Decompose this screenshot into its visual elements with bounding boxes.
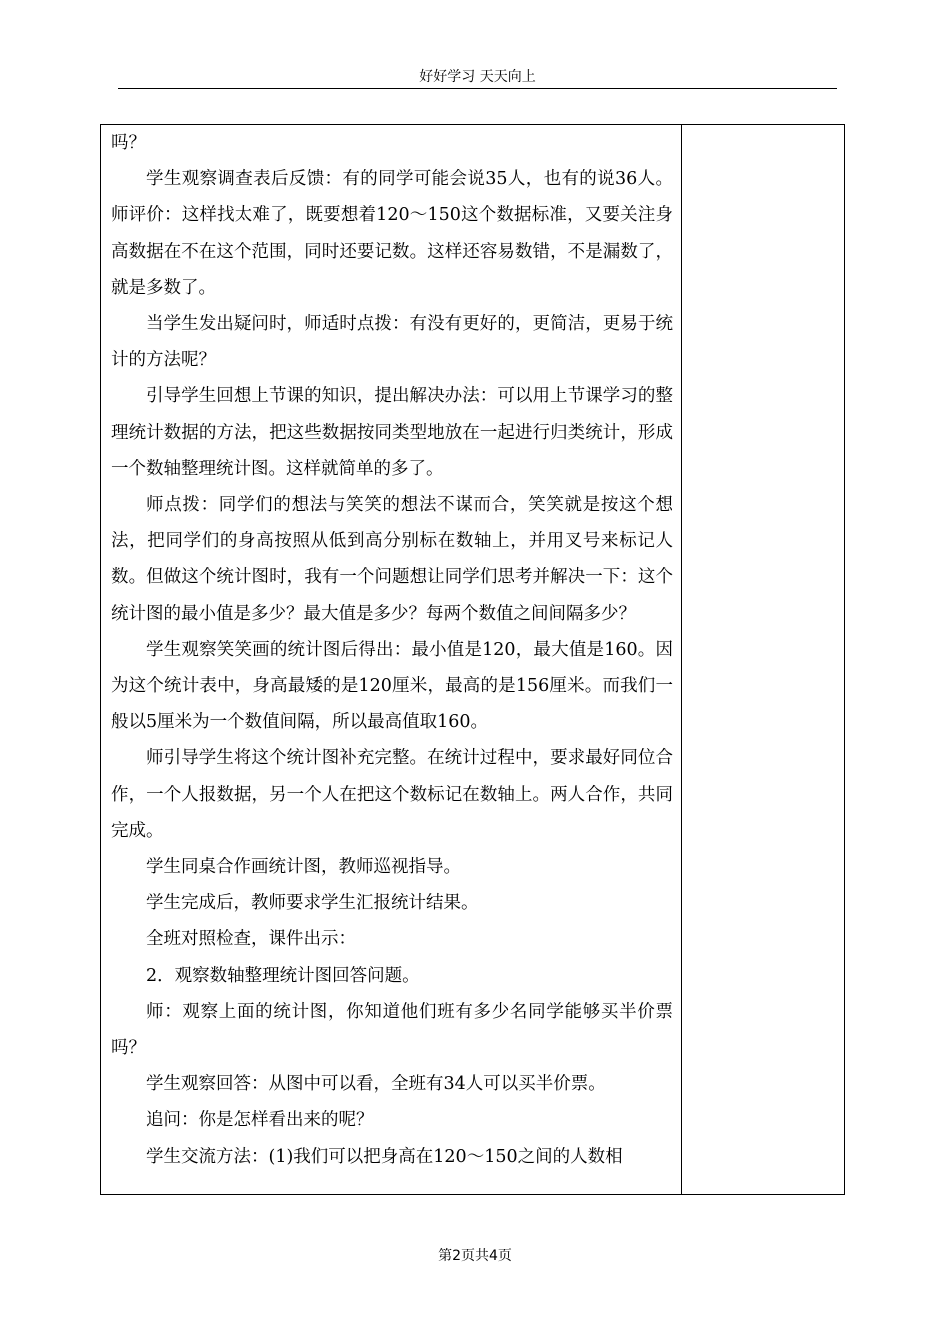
- paragraph: 学生完成后，教师要求学生汇报统计结果。: [146, 893, 479, 914]
- paragraph: 学生同桌合作画统计图，教师巡视指导。: [146, 857, 461, 878]
- paragraph: 追问：你是怎样看出来的呢？: [146, 1110, 374, 1131]
- paragraph: 师：观察上面的统计图，你知道他们班有多少名同学能够买半价票吗？: [111, 1001, 673, 1059]
- paragraph: 学生观察回答：从图中可以看，全班有34人可以买半价票。: [146, 1074, 606, 1095]
- paragraph: 吗？: [111, 133, 146, 153]
- paragraph: 引导学生回想上节课的知识，提出解决办法：可以用上节课学习的整理统计数据的方法，把这些数据按同类型地放在一起进行归类统计，形成一个数轴整理统计图。这样就简单的多了。: [111, 386, 673, 479]
- paragraph: 全班对照检查，课件出示：: [146, 929, 356, 950]
- paragraph: 学生观察调查表后反馈：有的同学可能会说35人，也有的说36人。师评价：这样找太难了，既要想着120～150这个数据标准，又要关注身高数据在不在这个范围，同时还要记数。这样还容易数错，不是漏数了，就是多数了。: [111, 169, 673, 298]
- paragraph: 当学生发出疑问时，师适时点拨：有没有更好的，更简洁，更易于统计的方法呢？: [111, 314, 673, 371]
- notes-cell: [682, 125, 844, 1194]
- lesson-content-cell: [111, 125, 673, 1194]
- paragraph: 学生交流方法：(1)我们可以把身高在120～150之间的人数相: [146, 1146, 623, 1167]
- paragraph: 2．观察数轴整理统计图回答问题。: [146, 965, 420, 986]
- paragraph: 师点拨：同学们的想法与笑笑的想法不谋而合，笑笑就是按这个想法，把同学们的身高按照从低到高分别标在数轴上，并用叉号来标记人数。但做这个统计图时，我有一个问题想让同学们思考并解决一下：这个统计图的最小值是多少？最大值是多少？每两个数值之间间隔多少？: [111, 495, 673, 624]
- lesson-table: [100, 124, 845, 1195]
- paragraph: 师引导学生将这个统计图补充完整。在统计过程中，要求最好同位合作，一个人报数据，另一个人在把这个数标记在数轴上。两人合作，共同完成。: [111, 748, 673, 841]
- page-header: 好好学习 天天向上: [118, 66, 837, 89]
- page-number: 第2页共4页: [438, 1248, 512, 1264]
- paragraph: 学生观察笑笑画的统计图后得出：最小值是120，最大值是160。因为这个统计表中，身高最矮的是120厘米，最高的是156厘米。而我们一般以5厘米为一个数值间隔，所以最高值取160。: [111, 639, 673, 733]
